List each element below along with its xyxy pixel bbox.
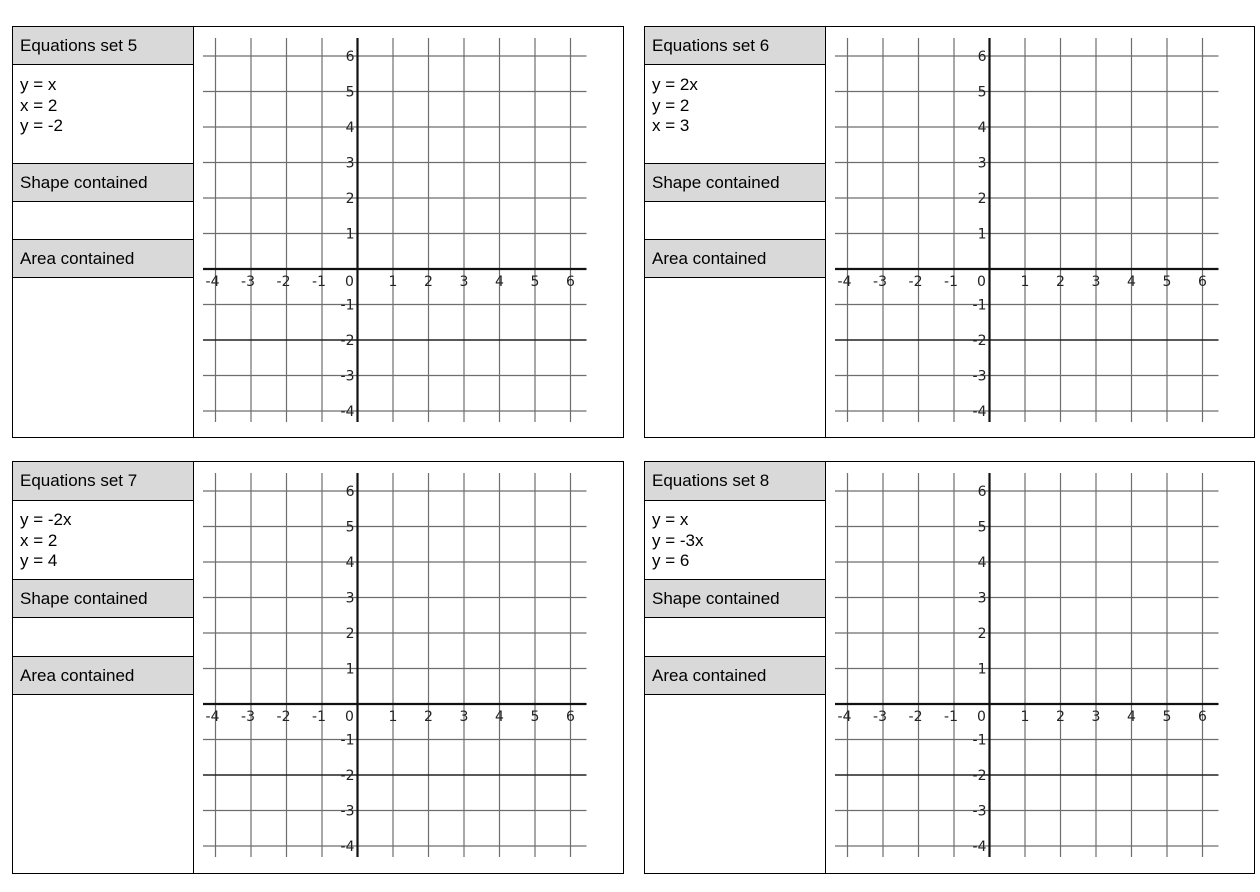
area-contained-label: Area contained [645,239,825,278]
y-tick-label: 1 [345,226,355,243]
area-answer-field[interactable] [13,278,193,437]
shape-answer-field[interactable] [13,618,193,656]
x-tick-label: 2 [1056,709,1065,725]
x-tick-label: 5 [1162,274,1172,290]
y-tick-label: -1 [340,297,355,314]
coordinate-grid[interactable] [835,472,1219,858]
y-tick-label: -2 [340,333,355,349]
coordinate-grid[interactable] [203,37,587,421]
x-tick-label: -4 [837,274,852,290]
x-tick-label: 1 [388,274,398,290]
shape-contained-label: Shape contained [645,163,825,202]
equation: y = x [20,75,57,94]
grid-svg [835,37,1219,421]
y-tick-label: -4 [340,404,355,420]
x-tick-label: 5 [530,274,540,290]
x-tick-label: -4 [837,709,852,725]
equation: y = -2x [20,510,72,529]
y-tick-label: 2 [345,191,355,207]
x-tick-label: -2 [276,709,291,725]
y-tick-label: 5 [977,84,987,101]
shape-contained-label: Shape contained [645,579,825,618]
y-tick-label: 6 [345,484,355,500]
y-tick-label: 3 [345,155,355,172]
x-tick-label: -3 [873,709,887,725]
equation: y = 2 [652,95,690,115]
x-tick-label: -1 [312,274,326,290]
equations-panel-set-5 [12,26,624,438]
y-tick-label: -1 [972,297,987,314]
y-tick-label: -3 [340,368,355,385]
origin-label: 0 [345,274,354,290]
panel-title: Equations set 5 [13,27,193,65]
x-tick-label: -1 [944,274,958,290]
x-tick-label: 4 [495,274,504,290]
x-tick-label: 6 [1198,274,1207,290]
x-tick-label: 2 [424,709,433,725]
x-tick-label: 6 [1198,709,1207,725]
y-tick-label: 4 [977,555,987,571]
x-tick-label: -1 [944,709,958,725]
shape-answer-field[interactable] [13,202,193,239]
y-tick-label: -1 [340,732,355,749]
panel-title: Equations set 7 [13,462,193,501]
origin-label: 0 [345,709,354,725]
x-tick-label: 1 [1020,709,1030,725]
equation: x = 2 [20,530,58,550]
equation-list [13,65,193,164]
area-answer-field[interactable] [645,695,825,873]
equation: y = -2 [20,116,63,135]
y-tick-label: 3 [977,590,987,607]
equations-panel-set-6 [644,26,1255,438]
equation: y = -3x [652,530,704,550]
y-tick-label: 3 [345,590,355,607]
area-contained-label: Area contained [13,656,193,695]
x-tick-label: 3 [459,274,469,290]
x-tick-label: 4 [495,709,504,725]
shape-answer-field[interactable] [645,618,825,656]
y-tick-label: -4 [972,839,987,855]
x-tick-label: -3 [241,274,255,290]
coordinate-grid[interactable] [835,37,1219,421]
coordinate-grid[interactable] [203,472,587,858]
x-tick-label: 2 [1056,274,1065,290]
area-answer-field[interactable] [645,278,825,437]
equation: y = x [652,510,689,529]
y-tick-label: 5 [977,519,987,536]
x-tick-label: 2 [424,274,433,290]
x-tick-label: -1 [312,709,326,725]
x-tick-label: 6 [566,709,575,725]
x-tick-label: -4 [205,709,220,725]
y-tick-label: -3 [972,803,987,820]
y-tick-label: 6 [977,484,987,500]
grid-svg [203,472,587,858]
equation: x = 2 [20,95,58,115]
area-answer-field[interactable] [13,695,193,873]
shape-answer-field[interactable] [645,202,825,239]
info-column [645,462,826,873]
x-tick-label: -3 [241,709,255,725]
y-tick-label: -2 [340,768,355,784]
x-tick-label: 1 [388,709,398,725]
x-tick-label: 1 [1020,274,1030,290]
x-tick-label: 4 [1127,274,1136,290]
y-tick-label: -3 [340,803,355,820]
y-tick-label: 3 [977,155,987,172]
equation: x = 3 [652,116,690,135]
grid-svg [203,37,587,421]
y-tick-label: 4 [977,120,987,136]
y-tick-label: 5 [345,519,355,536]
area-contained-label: Area contained [645,656,825,695]
grid-svg [835,472,1219,858]
y-tick-label: 2 [977,626,987,642]
equation-list [645,501,825,580]
y-tick-label: -4 [972,404,987,420]
shape-contained-label: Shape contained [13,579,193,618]
x-tick-label: -2 [908,274,923,290]
area-contained-label: Area contained [13,239,193,278]
x-tick-label: 5 [530,709,540,725]
x-tick-label: 5 [1162,709,1172,725]
panel-title: Equations set 6 [645,27,825,65]
y-tick-label: 1 [977,661,987,678]
y-tick-label: 5 [345,84,355,101]
x-tick-label: 3 [1091,274,1101,290]
equation: y = 6 [652,551,690,570]
y-tick-label: -4 [340,839,355,855]
panel-title: Equations set 8 [645,462,825,501]
info-column [645,27,826,437]
shape-contained-label: Shape contained [13,163,193,202]
equation-list [645,65,825,164]
x-tick-label: -2 [908,709,923,725]
equation: y = 2x [652,75,698,94]
y-tick-label: 6 [345,49,355,65]
y-tick-label: -3 [972,368,987,385]
info-column [13,462,194,873]
y-tick-label: 1 [345,661,355,678]
x-tick-label: 3 [459,709,469,725]
equations-panel-set-7 [12,461,624,874]
x-tick-label: -2 [276,274,291,290]
y-tick-label: -2 [972,768,987,784]
y-tick-label: 4 [345,555,355,571]
y-tick-label: 6 [977,49,987,65]
x-tick-label: 4 [1127,709,1136,725]
y-tick-label: 4 [345,120,355,136]
y-tick-label: 2 [345,626,355,642]
y-tick-label: 2 [977,191,987,207]
y-tick-label: -2 [972,333,987,349]
origin-label: 0 [977,274,986,290]
x-tick-label: -3 [873,274,887,290]
origin-label: 0 [977,709,986,725]
equations-panel-set-8 [644,461,1255,874]
x-tick-label: 6 [566,274,575,290]
equation: y = 4 [20,551,58,570]
equation-list [13,501,193,580]
x-tick-label: -4 [205,274,220,290]
info-column [13,27,194,437]
y-tick-label: 1 [977,226,987,243]
y-tick-label: -1 [972,732,987,749]
x-tick-label: 3 [1091,709,1101,725]
